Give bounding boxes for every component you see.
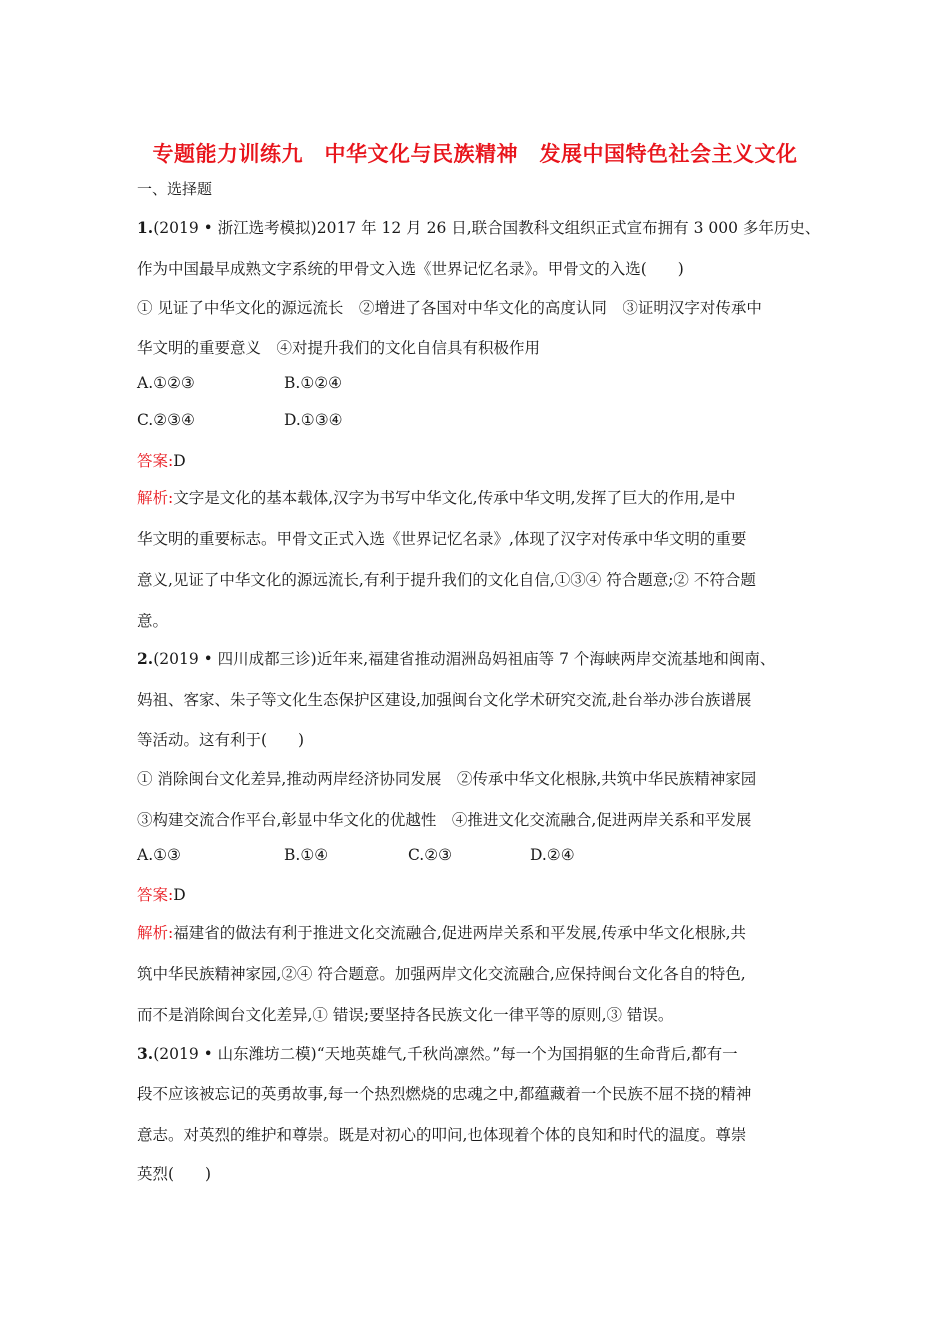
q3-number: 3. [137, 1044, 154, 1063]
q2-line-2: 妈祖、客家、朱子等文化生态保护区建设,加强闽台文化学术研究交流,赴台举办涉台族谱展 [137, 691, 752, 709]
answer-label: 答案: [137, 452, 174, 470]
q3-line-3: 意志。对英烈的维护和尊崇。既是对初心的叩问,也体现着个体的良知和时代的温度。尊崇 [137, 1126, 747, 1144]
q2-line-4: ① 消除闽台文化差异,推动两岸经济协同发展 ②传承中华文化根脉,共筑中华民族精神家园 [137, 770, 757, 788]
q1-number: 1. [137, 218, 154, 237]
q2-line-1: 2.(2019 • 四川成都三诊)近年来,福建省推动湄洲岛妈祖庙等 7 个海峡两岸交流基地和闽南、 [137, 649, 776, 668]
q1-analysis-line-4: 意。 [137, 612, 169, 630]
answer-label: 答案: [137, 886, 174, 904]
q2-option-d: D.②④ [530, 846, 575, 864]
q1-option-c: C.②③④ [137, 411, 195, 429]
q1-analysis-line-1: 解析:文字是文化的基本载体,汉字为书写中华文化,传承中华文明,发挥了巨大的作用,是中 [137, 489, 736, 507]
q2-number: 2. [137, 649, 154, 668]
q2-line-3: 等活动。这有利于( ) [137, 731, 305, 749]
section-heading: 一、选择题 [137, 180, 213, 198]
page-title: 专题能力训练九 中华文化与民族精神 发展中国特色社会主义文化 [152, 142, 798, 166]
q1-line-4: 华文明的重要意义 ④对提升我们的文化自信具有积极作用 [137, 339, 541, 357]
q2-answer [137, 883, 186, 905]
q2-line-5: ③构建交流合作平台,彰显中华文化的优越性 ④推进文化交流融合,促进两岸关系和平发展 [137, 811, 752, 829]
analysis-label: 解析: [137, 924, 174, 942]
q1-answer [137, 449, 186, 471]
analysis-label: 解析: [137, 489, 174, 507]
q1-option-a: A.①②③ [137, 374, 195, 392]
q3-line-2: 段不应该被忘记的英勇故事,每一个热烈燃烧的忠魂之中,都蕴藏着一个民族不屈不挠的精神 [137, 1085, 752, 1103]
q3-line-4: 英烈( ) [137, 1165, 212, 1183]
q2-option-a: A.①③ [137, 846, 181, 864]
q1-line-3: ① 见证了中华文化的源远流长 ②增进了各国对中华文化的高度认同 ③证明汉字对传承中 [137, 299, 762, 317]
q1-line-1: 1.(2019 • 浙江选考模拟)2017 年 12 月 26 日,联合国教科文组织正式宣布拥有 3 000 多年历史、 [137, 218, 821, 237]
answer-value: D [173, 452, 186, 470]
q2-option-c: C.②③ [408, 846, 453, 864]
q2-analysis-line-2: 筑中华民族精神家园,②④ 符合题意。加强两岸文化交流融合,应保持闽台文化各自的特色, [137, 965, 746, 983]
q1-option-b: B.①②④ [284, 374, 343, 392]
q2-analysis-line-1: 解析:福建省的做法有利于推进文化交流融合,促进两岸关系和平发展,传承中华文化根脉,共 [137, 924, 747, 942]
q3-line-1: 3.(2019 • 山东潍坊二模)“天地英雄气,千秋尚凛然。”每一个为国捐躯的生命背后,都有一 [137, 1044, 738, 1063]
answer-value: D [173, 886, 186, 904]
q1-analysis-line-2: 华文明的重要标志。甲骨文正式入选《世界记忆名录》,体现了汉字对传承中华文明的重要 [137, 530, 747, 548]
q2-analysis-line-3: 而不是消除闽台文化差异,① 错误;要坚持各民族文化一律平等的原则,③ 错误。 [137, 1006, 674, 1024]
q1-analysis-line-3: 意义,见证了中华文化的源远流长,有利于提升我们的文化自信,①③④ 符合题意;② 不符合题 [137, 571, 756, 589]
q1-line-2: 作为中国最早成熟文字系统的甲骨文入选《世界记忆名录》。甲骨文的入选( ) [137, 260, 684, 278]
q1-option-d: D.①③④ [284, 411, 343, 429]
q2-option-b: B.①④ [284, 846, 329, 864]
